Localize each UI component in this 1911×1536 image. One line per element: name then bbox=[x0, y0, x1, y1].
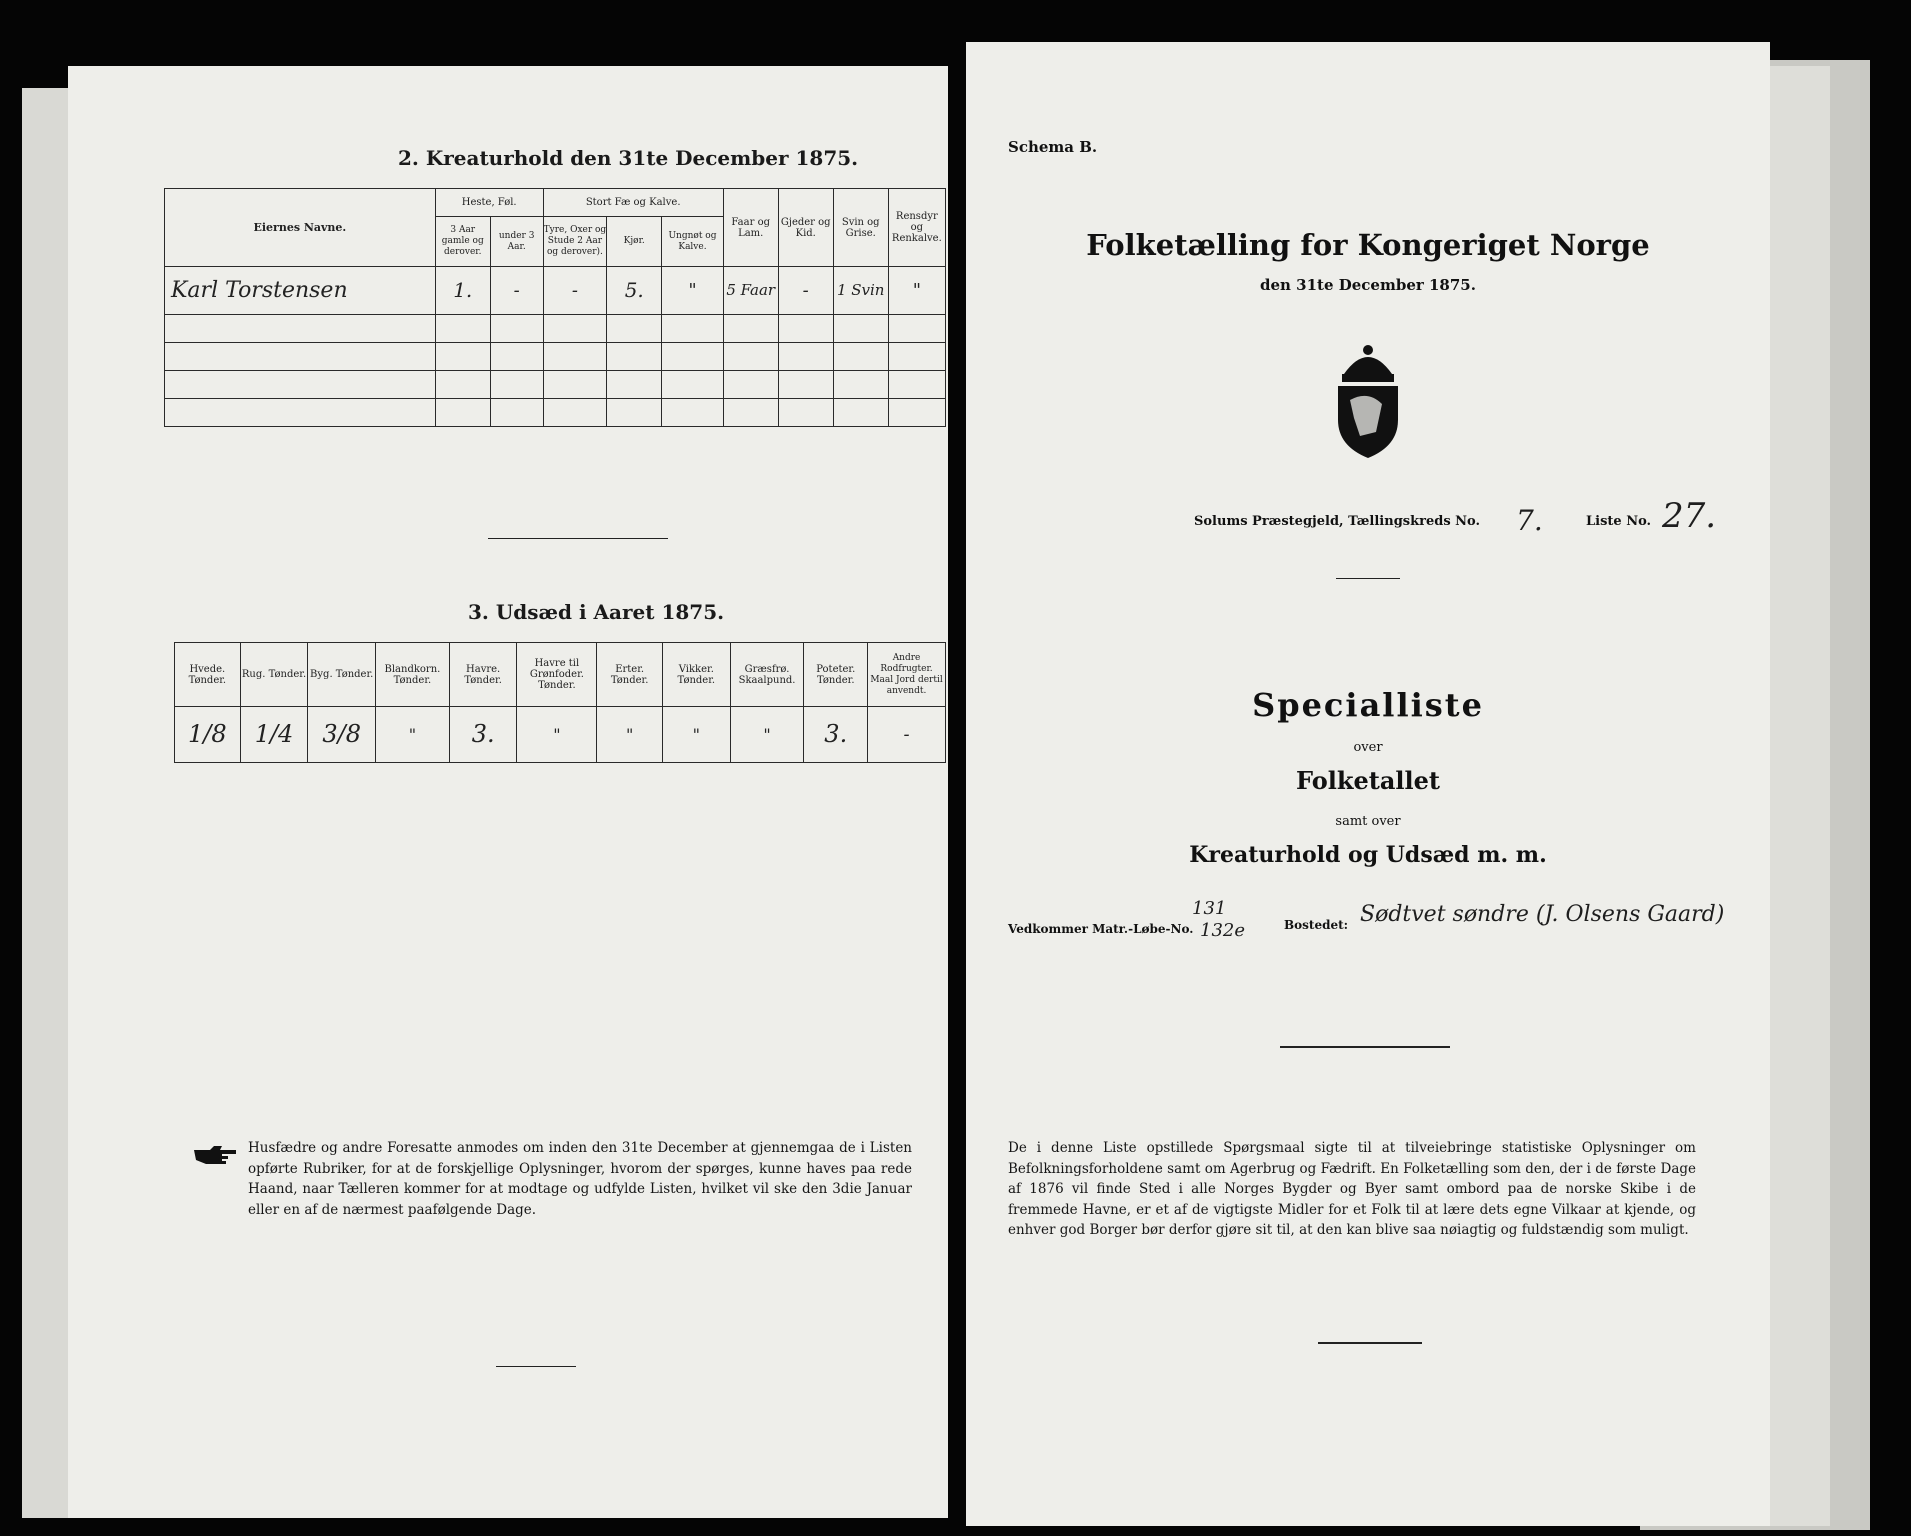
bosted-value: Sødtvet søndre (J. Olsens Gaard) bbox=[1360, 902, 1725, 927]
matr-label: Vedkommer Matr.-Løbe-No. bbox=[1008, 922, 1194, 936]
subtitle: Kreaturhold og Udsæd m. m. bbox=[1189, 842, 1547, 868]
peas-header: Erter. Tønder. bbox=[597, 643, 663, 707]
grass-seed-header: Græsfrø. Skaalpund. bbox=[730, 643, 804, 707]
cows-value: 5. bbox=[607, 267, 662, 315]
mixed-grain-header: Blandkorn. Tønder. bbox=[376, 643, 450, 707]
calves-header: Ungnøt og Kalve. bbox=[662, 217, 723, 267]
cows-header: Kjør. bbox=[607, 217, 662, 267]
list-number: 27. bbox=[1662, 496, 1717, 536]
main-title: Folketælling for Kongeriget Norge bbox=[1086, 228, 1650, 262]
potatoes-value: 3. bbox=[804, 707, 868, 763]
grass-seed-value: " bbox=[730, 707, 804, 763]
divider-line-2 bbox=[496, 1366, 576, 1367]
notice-text: Husfædre og andre Foresatte anmodes om inden den 31te December at gjennemgaa de i Listen opførte Rubriker, for at de forskjellige Oplysninger, hvorom der spørges, kunne haves paa rede Haand, naar Tælleren kommer for at modtage og udfylde Listen, hvilket vil ske den 3die Januar eller en af de nærmest paafølgende Dage. bbox=[248, 1140, 912, 1218]
vetch-header: Vikker. Tønder. bbox=[662, 643, 730, 707]
horses-header: Heste, Føl. bbox=[435, 189, 543, 217]
other-roots-header: Andre Rodfrugter. Maal Jord dertil anvendt. bbox=[868, 643, 946, 707]
green-oats-value: " bbox=[517, 707, 597, 763]
horses-young-header: under 3 Aar. bbox=[490, 217, 543, 267]
bosted-label: Bostedet: bbox=[1284, 918, 1349, 932]
matr-number-1: 131 bbox=[1192, 898, 1227, 919]
over-text: over bbox=[1353, 740, 1383, 755]
sheep-header: Faar og Lam. bbox=[723, 189, 778, 267]
oats-header: Havre. Tønder. bbox=[449, 643, 517, 707]
pigs-value: 1 Svin bbox=[833, 267, 888, 315]
green-oats-header: Havre til Grønfoder. Tønder. bbox=[517, 643, 597, 707]
date-line: den 31te December 1875. bbox=[1260, 276, 1476, 294]
reindeer-value: " bbox=[888, 267, 945, 315]
section3-title: 3. Udsæd i Aaret 1875. bbox=[468, 600, 725, 624]
sheep-value: 5 Faar bbox=[723, 267, 778, 315]
right-page-back-edge-2 bbox=[1760, 66, 1830, 1526]
divider-line-1 bbox=[488, 538, 668, 539]
vetch-value: " bbox=[662, 707, 730, 763]
pigs-header: Svin og Grise. bbox=[833, 189, 888, 267]
owner-name: Karl Torstensen bbox=[165, 267, 436, 315]
goats-header: Gjeder og Kid. bbox=[778, 189, 833, 267]
divider-line-4 bbox=[1280, 1046, 1450, 1048]
divider-line-3 bbox=[1336, 578, 1400, 579]
owner-header: Eiernes Navne. bbox=[165, 189, 436, 267]
livestock-table bbox=[164, 188, 946, 427]
right-page bbox=[966, 42, 1770, 1526]
oats-value: 3. bbox=[449, 707, 517, 763]
intro-paragraph: De i denne Liste opstillede Spørgsmaal sigte til at tilveiebringe statistiske Oplysninger om Befolkningsforholdene samt om Agerbrug og Fædrift. En Folketælling som den, der i de første Dage af 1876 vil finde Sted i alle Norges Bygder og Byer samt ombord paa de norske Skibe i de fremmede Havne, er et af de vigtigste Midler for et Folk til at lære dets egne Vilkaar at kjende, og enhver god Borger bør derfor gjøre sit til, at den kan blive saa nøiagtig og fuldstændig som muligt. bbox=[1008, 1140, 1696, 1238]
rye-header: Rug. Tønder. bbox=[240, 643, 308, 707]
list-label: Liste No. bbox=[1586, 514, 1652, 529]
calves-value: " bbox=[662, 267, 723, 315]
matr-number-2: 132e bbox=[1200, 920, 1246, 941]
horses-old-header: 3 Aar gamle og derover. bbox=[435, 217, 490, 267]
horses-young-value: - bbox=[490, 267, 543, 315]
section2-title: 2. Kreaturhold den 31te December 1875. bbox=[398, 146, 859, 170]
pointing-hand-icon bbox=[192, 1144, 238, 1166]
rye-value: 1/4 bbox=[240, 707, 308, 763]
coat-of-arms-icon bbox=[1330, 340, 1406, 460]
parish-label: Solums Præstegjeld, Tællingskreds No. bbox=[1194, 514, 1481, 529]
peas-value: " bbox=[597, 707, 663, 763]
cattle-header: Stort Fæ og Kalve. bbox=[543, 189, 723, 217]
reindeer-header: Rensdyr og Renkalve. bbox=[888, 189, 945, 267]
wheat-value: 1/8 bbox=[175, 707, 241, 763]
potatoes-header: Poteter. Tønder. bbox=[804, 643, 868, 707]
mixed-grain-value: " bbox=[376, 707, 450, 763]
bulls-value: - bbox=[543, 267, 607, 315]
other-roots-value: - bbox=[868, 707, 946, 763]
seed-table bbox=[174, 642, 946, 763]
bulls-header: Tyre, Oxer og Stude 2 Aar og derover). bbox=[543, 217, 607, 267]
schema-label: Schema B. bbox=[1008, 138, 1098, 156]
folketallet-title: Folketallet bbox=[1296, 766, 1440, 795]
special-title: Specialliste bbox=[1252, 686, 1484, 724]
barley-value: 3/8 bbox=[308, 707, 376, 763]
samt-over-text: samt over bbox=[1335, 814, 1401, 829]
divider-line-5 bbox=[1318, 1342, 1422, 1344]
horses-old-value: 1. bbox=[435, 267, 490, 315]
goats-value: - bbox=[778, 267, 833, 315]
wheat-header: Hvede. Tønder. bbox=[175, 643, 241, 707]
district-number: 7. bbox=[1516, 504, 1543, 537]
barley-header: Byg. Tønder. bbox=[308, 643, 376, 707]
left-page bbox=[68, 66, 948, 1518]
